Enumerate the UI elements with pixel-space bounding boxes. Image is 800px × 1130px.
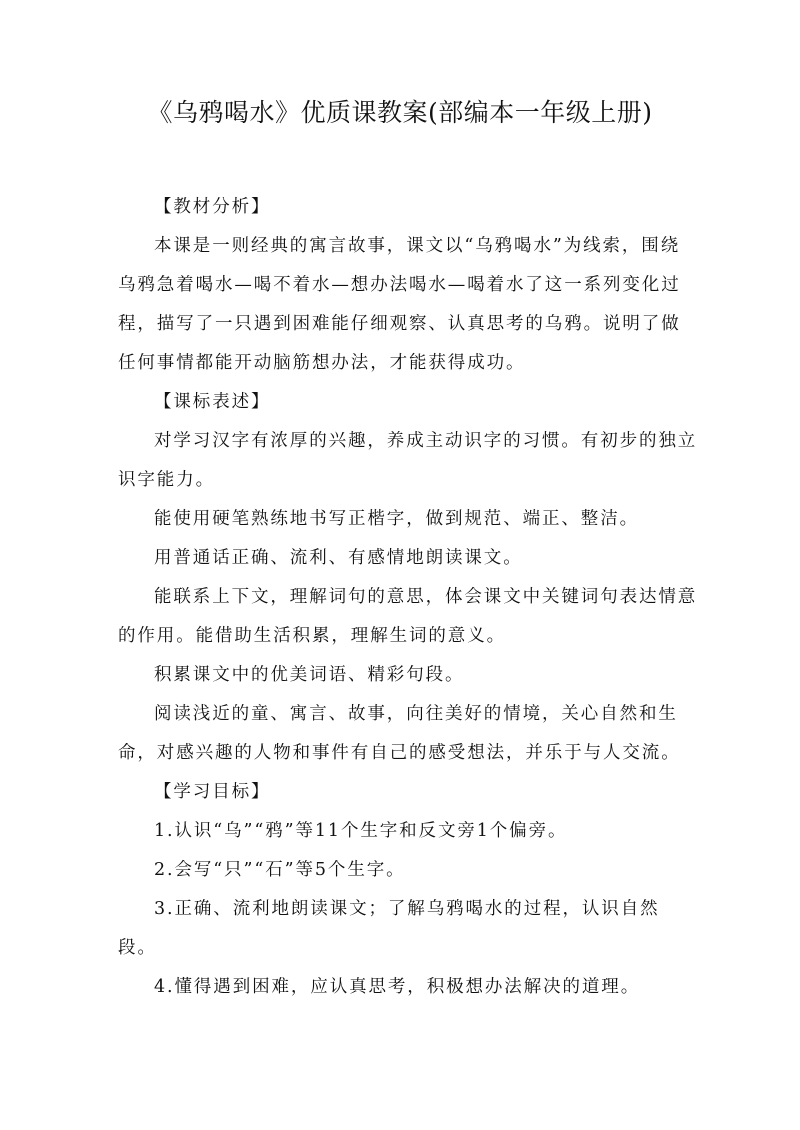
standards-paragraph-3: 用普通话正确、流利、有感情地朗读课文。 bbox=[154, 548, 523, 568]
section-heading-analysis: 【教材分析】 bbox=[154, 197, 271, 217]
section-heading-objectives: 【学习目标】 bbox=[154, 782, 271, 802]
document-body bbox=[118, 188, 698, 1007]
section-heading-standards: 【课标表述】 bbox=[154, 392, 271, 412]
objective-item-4: 4.懂得遇到困难，应认真思考，积极想办法解决的道理。 bbox=[154, 977, 641, 997]
standards-paragraph-2: 能使用硬笔熟练地书写正楷字，做到规范、端正、整洁。 bbox=[154, 509, 639, 529]
standards-paragraph-5: 积累课文中的优美词语、精彩句段。 bbox=[154, 665, 465, 685]
objective-item-3: 3.正确、流利地朗读课文；了解乌鸦喝水的过程，认识自然段。 bbox=[118, 899, 660, 958]
objective-item-2: 2.会写“只”“石”等5个生字。 bbox=[154, 860, 406, 880]
objective-item-1: 1.认识“乌”“鸦”等11个生字和反文旁1个偏旁。 bbox=[154, 821, 568, 841]
standards-paragraph-6: 阅读浅近的童、寓言、故事，向往美好的情境，关心自然和生命，对感兴趣的人物和事件有自己的感受想法，并乐于与人交流。 bbox=[118, 704, 681, 763]
document-title: 《乌鸦喝水》优质课教案(部编本一年级上册) bbox=[147, 98, 653, 127]
analysis-paragraph: 本课是一则经典的寓言故事，课文以“乌鸦喝水”为线索，围绕乌鸦急着喝水—喝不着水—想办法喝水—喝着水了这一系列变化过程，描写了一只遇到困难能仔细观察、认真思考的乌鸦。说明了做任何事情都能开动脑筋想办法，才能获得成功。 bbox=[118, 236, 681, 373]
standards-paragraph-1: 对学习汉字有浓厚的兴趣，养成主动识字的习惯。有初步的独立识字能力。 bbox=[118, 431, 698, 490]
standards-paragraph-4: 能联系上下文，理解词句的意思，体会课文中关键词句表达情意的作用。能借助生活积累，理解生词的意义。 bbox=[118, 587, 698, 646]
